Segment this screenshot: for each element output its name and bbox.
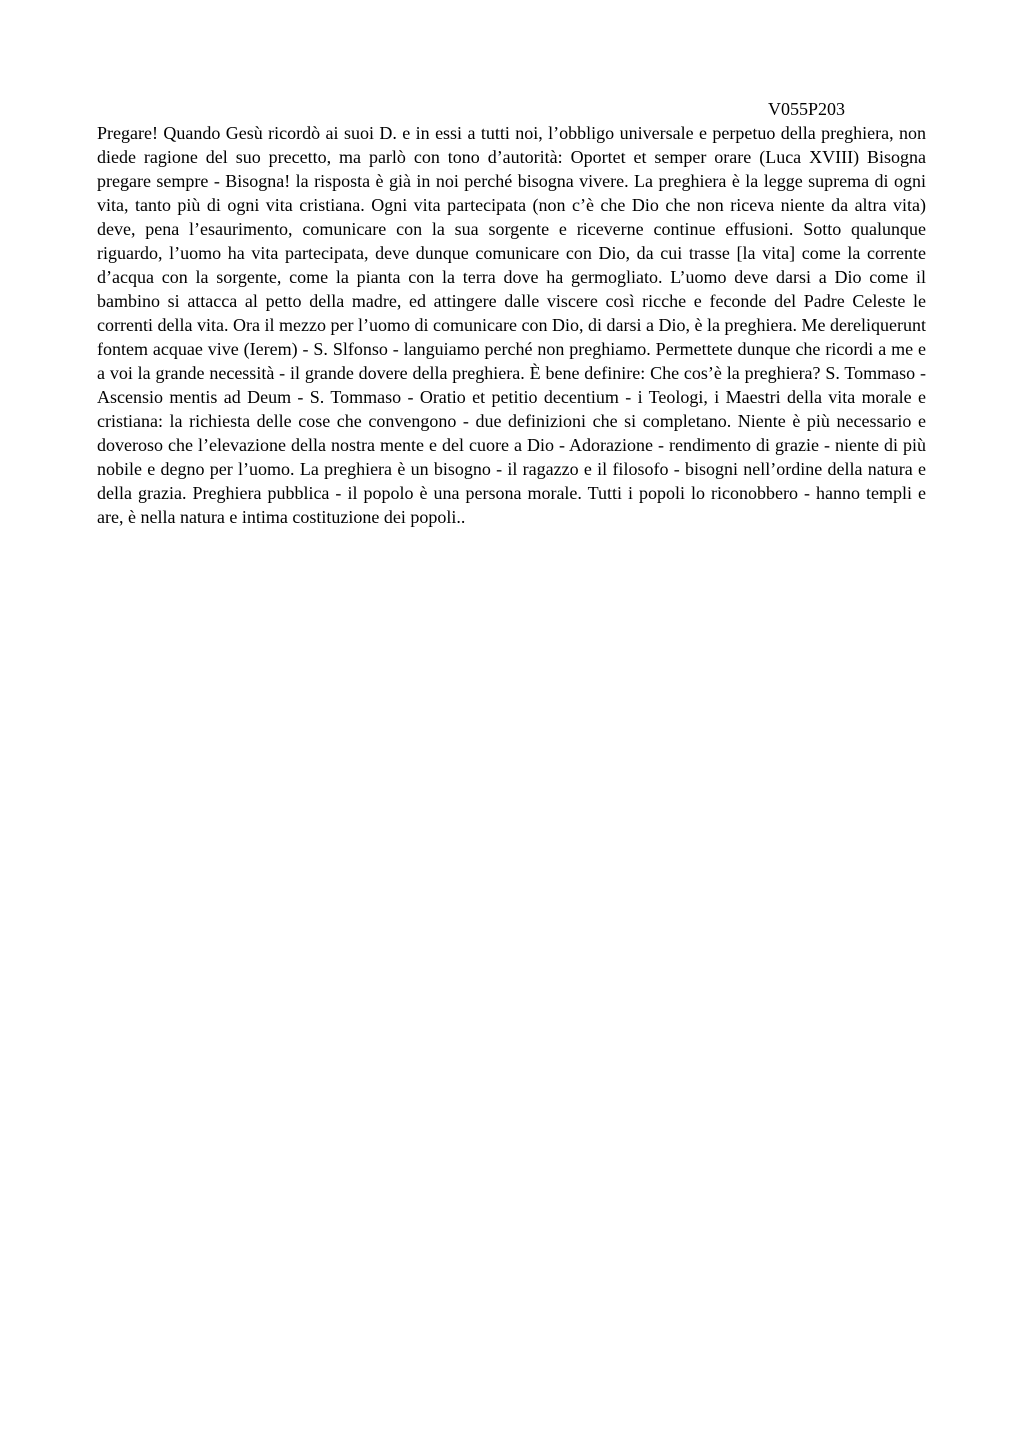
page-identifier: V055P203 — [768, 99, 846, 119]
body-paragraph: Pregare! Quando Gesù ricordò ai suoi D. e in essi a tutti noi, l’obbligo universale e perpetuo della preghiera, non diede ragione del suo precetto, ma parlò con tono d’autorità: Oportet et semper orare (Luca XVIII) Bisogna pregare sempre - Bisogna! la risposta è già in noi perché bisogna vivere. La preghiera è la legge suprema di ogni vita, tanto più di ogni vita cristiana. Ogni vita partecipata (non c’è che Dio che non riceva niente da altra vita) deve, pena l’esaurimento, comunicare con la sua sorgente e riceverne continue effusioni. Sotto qualunque riguardo, l’uomo ha vita partecipata, deve dunque comunicare con Dio, da cui trasse [la vita] come la corrente d’acqua con la sorgente, come la pianta con la terra dove ha germogliato. L’uomo deve darsi a Dio come il bambino si attacca al petto della madre, ed attingere dalle viscere così ricche e feconde del Padre Celeste le correnti della vita. Ora il mezzo per l’uomo di comunicare con Dio, di darsi a Dio, è la preghiera. Me dereliquerunt fontem acquae vive (Ierem) - S. Slfonso - languiamo perché non preghiamo. Permettete dunque che ricordi a me e a voi la grande necessità - il grande dovere della preghiera. È bene definire: Che cos’è la preghiera? S. Tommaso - Ascensio mentis ad Deum - S. Tommaso - Oratio et petitio decentium - i Teologi, i Maestri della vita morale e cristiana: la richiesta delle cose che convengono - due definizioni che si completano. Niente è più necessario e doveroso che l’elevazione della nostra mente e del cuore a Dio - Adorazione - rendimento di grazie - niente di più nobile e degno per l’uomo. La preghiera è un bisogno - il ragazzo e il filosofo - bisogni nell’ordine della natura e della grazia. Preghiera pubblica - il popolo è una persona morale. Tutti i popoli lo riconobbero - hanno templi e are, è nella natura e intima costituzione dei popoli.. — [97, 123, 926, 527]
